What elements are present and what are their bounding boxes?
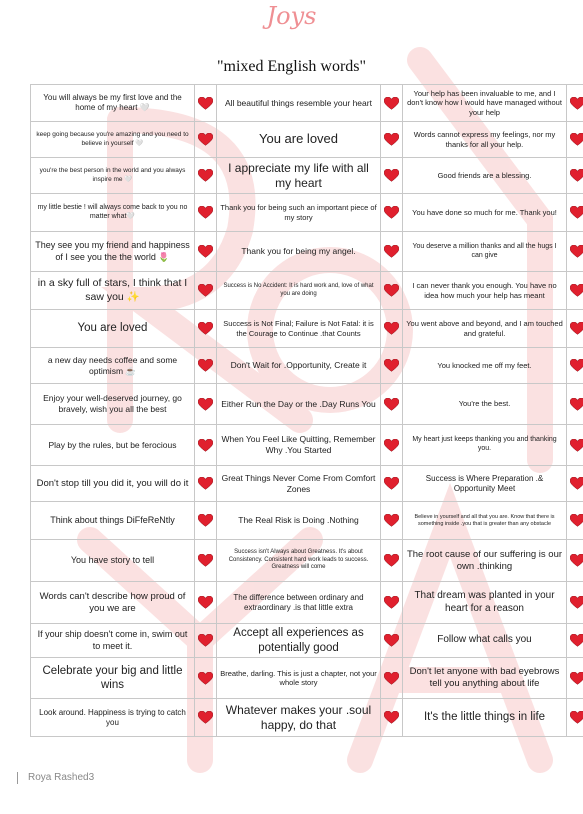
heart-cell	[567, 466, 583, 502]
quote-cell: Words can't describe how proud of you we are	[31, 582, 195, 624]
table-row	[31, 658, 583, 699]
heart-cell	[381, 540, 403, 582]
logo-text: Joys	[266, 2, 317, 30]
quote-cell: Play by the rules, but be ferocious	[31, 425, 195, 466]
quote-cell: The root cause of our suffering is our own .thinking	[403, 540, 567, 582]
table-row	[31, 310, 583, 348]
heart-cell	[195, 194, 217, 232]
heart-icon	[384, 554, 399, 567]
heart-cell	[381, 658, 403, 699]
heart-cell	[195, 158, 217, 194]
quote-cell: Accept all experiences as potentially good	[217, 624, 381, 658]
quote-cell: Enjoy your well-deserved journey, go bravely, wish you all the best	[31, 384, 195, 425]
quote-cell: you're the best person in the world and you always inspire me 🤍	[31, 158, 195, 194]
quote-cell: You will always be my first love and the home of my heart 🤍	[31, 85, 195, 122]
quote-cell: If your ship doesn't come in, swim out to meet it.	[31, 624, 195, 658]
heart-icon	[570, 169, 583, 182]
heart-cell	[381, 384, 403, 425]
heart-cell	[567, 348, 583, 384]
heart-cell	[567, 310, 583, 348]
quote-cell: Good friends are a blessing.	[403, 158, 567, 194]
heart-icon	[570, 514, 583, 527]
heart-icon	[198, 672, 213, 685]
heart-cell	[381, 348, 403, 384]
heart-icon	[384, 359, 399, 372]
heart-icon	[384, 514, 399, 527]
quote-cell: Either Run the Day or the .Day Runs You	[217, 384, 381, 425]
heart-cell	[195, 232, 217, 272]
heart-cell	[195, 272, 217, 310]
heart-cell	[381, 272, 403, 310]
heart-icon	[198, 514, 213, 527]
heart-icon	[570, 322, 583, 335]
heart-icon	[384, 439, 399, 452]
quote-cell: All beautiful things resemble your heart	[217, 85, 381, 122]
quote-cell: Think about things DiFfeReNtly	[31, 502, 195, 540]
quote-cell: Look around. Happiness is trying to catch you	[31, 699, 195, 737]
heart-cell	[195, 582, 217, 624]
quote-cell: Great Things Never Come From Comfort Zones	[217, 466, 381, 502]
heart-icon	[384, 477, 399, 490]
quote-cell: You are loved	[217, 122, 381, 158]
heart-cell	[195, 699, 217, 737]
quote-cell: Success is Where Preparation .& Opportunity Meet	[403, 466, 567, 502]
table-row	[31, 502, 583, 540]
table-row	[31, 384, 583, 425]
quote-cell: a new day needs coffee and some optimism ☕	[31, 348, 195, 384]
heart-icon	[384, 97, 399, 110]
table-row	[31, 122, 583, 158]
heart-icon	[384, 133, 399, 146]
heart-cell	[381, 122, 403, 158]
heart-icon	[384, 206, 399, 219]
heart-cell	[381, 624, 403, 658]
heart-icon	[198, 398, 213, 411]
heart-cell	[195, 348, 217, 384]
table-row	[31, 582, 583, 624]
heart-cell	[381, 310, 403, 348]
heart-cell	[195, 502, 217, 540]
heart-cell	[567, 540, 583, 582]
heart-cell	[195, 85, 217, 122]
quote-cell: Success is Not Final; Failure is Not Fatal: it is the Courage to Continue .that Counts	[217, 310, 381, 348]
table-row	[31, 85, 583, 122]
heart-cell	[381, 425, 403, 466]
quote-cell: You have story to tell	[31, 540, 195, 582]
quote-cell: keep going because you're amazing and you need to believe in yourself 🤍	[31, 122, 195, 158]
heart-icon	[384, 245, 399, 258]
heart-cell	[195, 466, 217, 502]
heart-icon	[570, 245, 583, 258]
heart-icon	[570, 206, 583, 219]
table-row	[31, 272, 583, 310]
quote-cell: You have done so much for me. Thank you!	[403, 194, 567, 232]
heart-icon	[384, 322, 399, 335]
heart-cell	[381, 502, 403, 540]
heart-icon	[570, 554, 583, 567]
heart-icon	[198, 133, 213, 146]
heart-cell	[381, 232, 403, 272]
heart-icon	[570, 359, 583, 372]
quote-cell: I appreciate my life with all my heart	[217, 158, 381, 194]
heart-icon	[198, 284, 213, 297]
heart-cell	[567, 85, 583, 122]
heart-icon	[198, 97, 213, 110]
quote-cell: my little bestie ! will always come back to you no matter what🤍	[31, 194, 195, 232]
heart-cell	[195, 122, 217, 158]
quote-cell: Celebrate your big and little wins	[31, 658, 195, 699]
quote-cell: I can never thank you enough. You have no idea how much your help has meant	[403, 272, 567, 310]
footer-author: Roya Rashed3	[17, 772, 94, 784]
heart-cell	[195, 425, 217, 466]
heart-cell	[195, 540, 217, 582]
heart-cell	[567, 272, 583, 310]
heart-cell	[567, 624, 583, 658]
table-row	[31, 425, 583, 466]
heart-cell	[195, 658, 217, 699]
quote-cell: You went above and beyond, and I am touched and grateful.	[403, 310, 567, 348]
heart-icon	[384, 169, 399, 182]
quote-cell: Don't Wait for .Opportunity, Create it	[217, 348, 381, 384]
table-row	[31, 158, 583, 194]
heart-icon	[570, 672, 583, 685]
quote-cell: Don't stop till you did it, you will do it	[31, 466, 195, 502]
heart-icon	[570, 711, 583, 724]
heart-cell	[381, 466, 403, 502]
quote-cell: The Real Risk is Doing .Nothing	[217, 502, 381, 540]
heart-icon	[570, 634, 583, 647]
heart-cell	[567, 384, 583, 425]
table-row	[31, 194, 583, 232]
heart-icon	[384, 284, 399, 297]
quote-cell: It's the little things in life	[403, 699, 567, 737]
quote-cell: The difference between ordinary and extraordinary .is that little extra	[217, 582, 381, 624]
heart-icon	[198, 596, 213, 609]
quote-cell: Believe in yourself and all that you are. Know that there is something inside .you that is greater than any obstacle	[403, 502, 567, 540]
heart-icon	[198, 477, 213, 490]
quote-cell: Whatever makes your .soul happy, do that	[217, 699, 381, 737]
table-row	[31, 540, 583, 582]
quote-cell: My heart just keeps thanking you and thanking you.	[403, 425, 567, 466]
heart-cell	[381, 158, 403, 194]
heart-cell	[567, 194, 583, 232]
quote-cell: You knocked me off my feet.	[403, 348, 567, 384]
quote-cell: They see you my friend and happiness of I see you the the world 🌷	[31, 232, 195, 272]
heart-icon	[384, 398, 399, 411]
quote-cell: in a sky full of stars, I think that I saw you ✨	[31, 272, 195, 310]
quote-cell: Success isn't Always about Greatness. It's about Consistency. Consistent hard work leads to success. Greatness will come	[217, 540, 381, 582]
quote-cell: Breathe, darling. This is just a chapter, not your whole story	[217, 658, 381, 699]
heart-icon	[198, 169, 213, 182]
quote-cell: Thank you for being such an important piece of my story	[217, 194, 381, 232]
heart-icon	[384, 634, 399, 647]
table-row	[31, 624, 583, 658]
heart-cell	[567, 122, 583, 158]
quote-cell: Thank you for being my angel.	[217, 232, 381, 272]
heart-icon	[198, 359, 213, 372]
table-row	[31, 232, 583, 272]
heart-icon	[570, 284, 583, 297]
heart-icon	[198, 634, 213, 647]
heart-icon	[198, 322, 213, 335]
heart-cell	[381, 582, 403, 624]
quote-cell: Your help has been invaluable to me, and I don't know how I would have managed without your help	[403, 85, 567, 122]
heart-cell	[567, 658, 583, 699]
quote-cell: You deserve a million thanks and all the hugs I can give	[403, 232, 567, 272]
heart-icon	[384, 711, 399, 724]
heart-icon	[198, 439, 213, 452]
quotes-table	[30, 84, 583, 737]
heart-cell	[381, 194, 403, 232]
table-row	[31, 466, 583, 502]
heart-icon	[570, 439, 583, 452]
heart-icon	[384, 672, 399, 685]
quote-cell: You're the best.	[403, 384, 567, 425]
heart-cell	[567, 699, 583, 737]
heart-icon	[198, 711, 213, 724]
heart-cell	[567, 582, 583, 624]
quote-cell: Follow what calls you	[403, 624, 567, 658]
quote-cell: When You Feel Like Quitting, Remember Why .You Started	[217, 425, 381, 466]
quote-cell: Don't let anyone with bad eyebrows tell you anything about life	[403, 658, 567, 699]
heart-icon	[198, 206, 213, 219]
heart-cell	[567, 425, 583, 466]
page-title: "mixed English words"	[216, 58, 367, 75]
heart-icon	[570, 398, 583, 411]
heart-cell	[567, 502, 583, 540]
quote-cell: You are loved	[31, 310, 195, 348]
heart-cell	[381, 699, 403, 737]
heart-icon	[570, 477, 583, 490]
heart-icon	[570, 133, 583, 146]
heart-icon	[570, 97, 583, 110]
heart-icon	[384, 596, 399, 609]
quote-cell: That dream was planted in your heart for a reason	[403, 582, 567, 624]
heart-cell	[195, 384, 217, 425]
heart-cell	[567, 158, 583, 194]
heart-icon	[570, 596, 583, 609]
heart-icon	[198, 554, 213, 567]
quote-cell: Words cannot express my feelings, nor my thanks for all your help.	[403, 122, 567, 158]
heart-cell	[381, 85, 403, 122]
heart-cell	[567, 232, 583, 272]
table-row	[31, 699, 583, 737]
heart-cell	[195, 624, 217, 658]
heart-cell	[195, 310, 217, 348]
heart-icon	[198, 245, 213, 258]
quote-cell: Success is No Accident: It is hard work and, love of what you are doing	[217, 272, 381, 310]
table-row	[31, 348, 583, 384]
